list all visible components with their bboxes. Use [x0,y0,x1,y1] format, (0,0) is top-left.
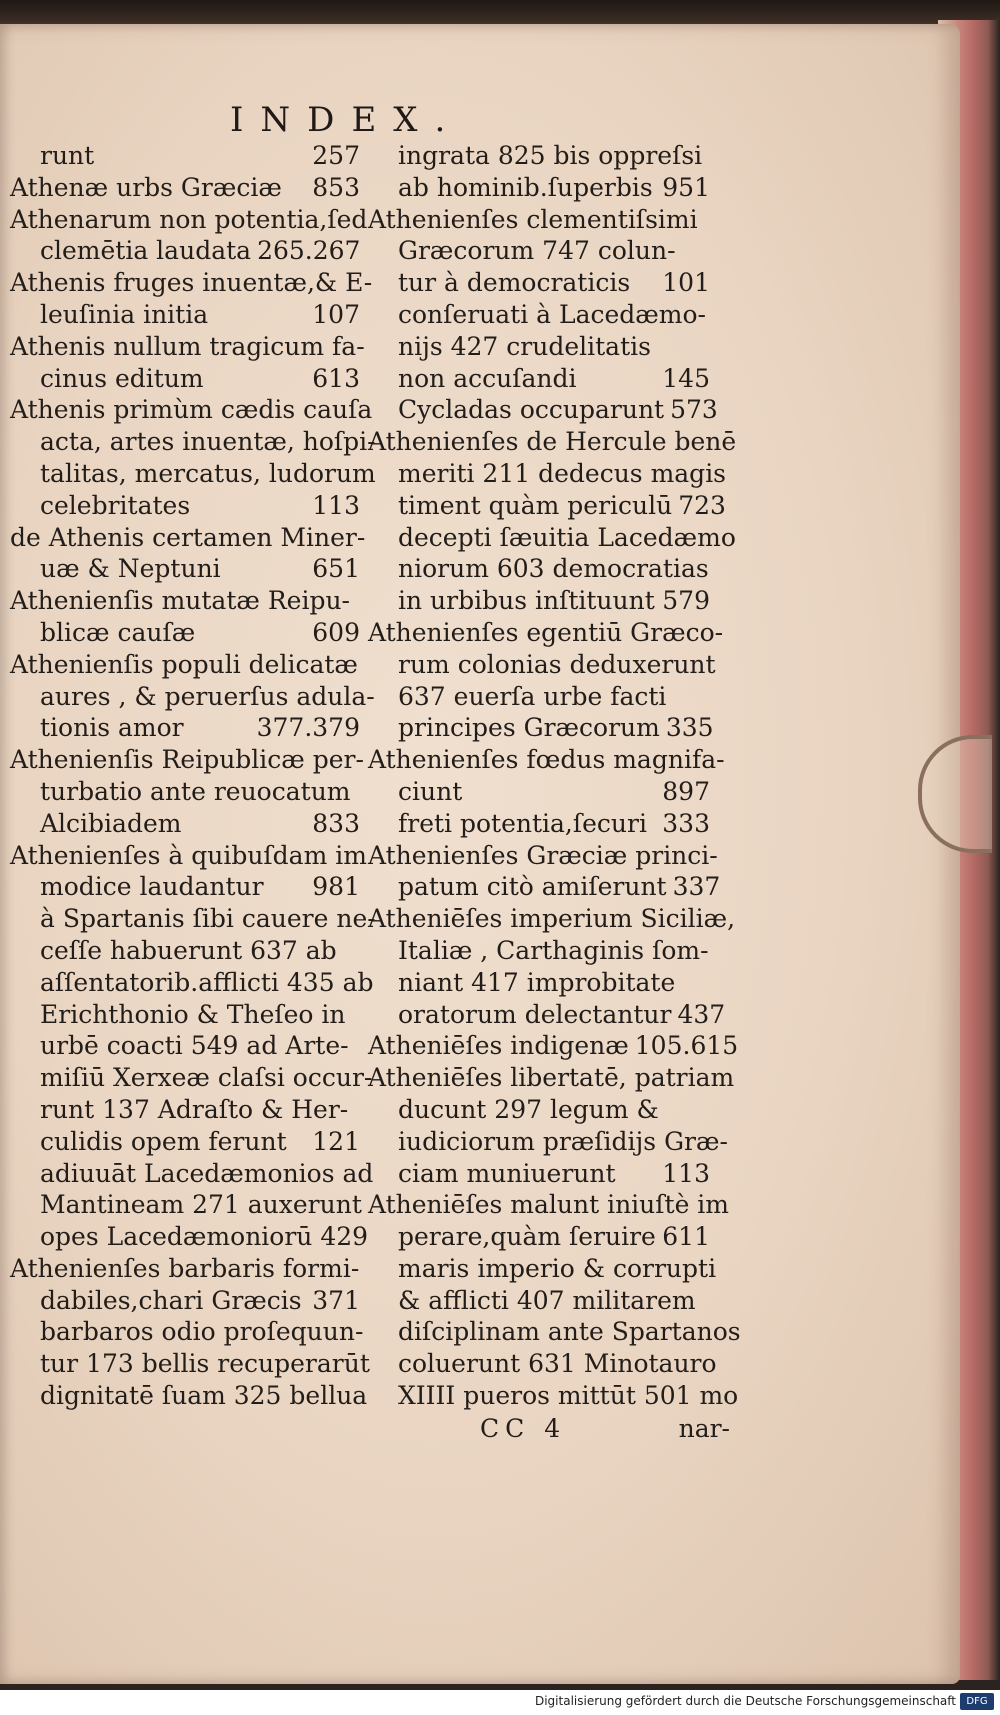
index-entry-text: aſſentatorib.afflicti 435 ab [40,967,374,997]
index-entry-text: Atheniēſes libertatē, patriam [368,1063,735,1093]
index-line [10,840,367,872]
index-entry-text: Atheniēſes indigenæ [368,1031,629,1061]
index-entry-text: nijs 427 crudelitatis [398,331,651,361]
index-line [10,235,360,267]
index-line [368,840,718,872]
index-entry-text: dabiles,chari Græcis [40,1285,302,1315]
index-entry-text: Athenienſes clementiſsimi [368,204,698,234]
dfg-logo: DFG [960,1693,994,1710]
index-page-number: 833 [312,808,360,838]
index-line [10,140,360,172]
index-line [368,1189,730,1221]
index-entry-text: Athenienſis Reipublicæ per- [10,745,364,775]
index-line [368,871,721,903]
index-line [10,808,360,840]
index-line [368,1094,710,1126]
index-entry-text: patum citò amiſerunt [398,872,667,902]
index-entry-text: Athenæ urbs Græciæ [10,172,282,202]
index-line [10,1380,368,1412]
index-line [10,490,360,522]
index-entry-text: ciam muniuerunt [398,1158,616,1188]
index-line [368,426,737,458]
index-page-number: 105.615 [634,1031,739,1061]
index-entry-text: Athenienſes egentiū Græco- [368,617,724,647]
index-line [10,1094,360,1126]
index-line [368,776,710,808]
index-line [10,267,373,299]
index-entry-text: Athenienſes à quibuſdam im [10,840,367,870]
index-line [368,585,710,617]
index-line [10,1189,360,1221]
index-page-number: 145 [662,363,710,393]
index-entry-text: à Spartanis ſibi cauere ne- [40,904,376,934]
index-entry-text: Cycladas occuparunt [398,395,665,425]
index-line [368,617,724,649]
index-entry-text: oratorum delectantur [398,999,672,1029]
index-page-number: 265.267 [257,236,361,266]
index-entry-text: celebritates [40,490,191,520]
index-page-number: 121 [312,1126,360,1156]
index-entry-text: Athenienſes de Hercule benē [368,427,737,457]
index-line [10,394,373,426]
index-entry-text: opes Lacedæmoniorū 429 [40,1222,369,1252]
index-entry-text: conſeruati à Lacedæmo- [398,299,707,329]
index-line [10,617,360,649]
index-line [368,1062,735,1094]
index-page-number: 377.379 [256,713,360,743]
index-line [368,553,710,585]
index-line [10,1062,373,1094]
index-entry-text: de Athenis certamen Miner- [10,522,366,552]
index-line [10,1316,364,1348]
digitization-credit: Digitalisierung gefördert durch die Deutsche Forschungsgemeinschaft [534,1694,956,1708]
index-entry-text: Athenienſis populi delicatæ [10,649,358,679]
index-entry-text: Græcorum 747 colun- [398,236,676,266]
index-page-number: 613 [312,363,360,393]
index-page-number: 573 [670,395,718,425]
index-entry-text: runt 137 Adraſto & Her- [40,1094,349,1124]
index-entry-text: runt [40,141,95,170]
index-line [10,522,366,554]
index-line [10,903,376,935]
index-entry-text: Atheniēſes imperium Siciliæ, [368,904,736,934]
index-entry-text: urbē coacti 549 ad Arte- [40,1031,349,1061]
index-line [368,172,710,204]
index-page-number: 951 [662,172,710,202]
index-page-number: 371 [312,1285,360,1315]
index-page-number: 337 [672,872,721,902]
index-entry-text: Athenarum non potentia,ſed [10,204,368,234]
index-entry-text: meriti 211 dedecus magis [398,458,727,488]
index-entry-text: turbatio ante reuocatum [40,776,351,806]
index-page-number: 611 [662,1222,710,1252]
index-line [368,363,710,395]
index-entry-text: Erichthonio & Theſeo in [40,999,346,1029]
index-line [368,522,736,554]
signature-mark: CC 4 [480,1414,567,1443]
index-line [368,903,736,935]
index-entry-text: maris imperio & corrupti [398,1253,717,1283]
index-line [368,1126,728,1158]
index-page-number: 113 [662,1158,710,1188]
index-line [10,649,360,681]
index-entry-text: dignitatē ſuam 325 bellua [40,1381,368,1411]
index-line [368,681,710,713]
index-entry-text: Alcibiadem [40,808,182,838]
index-entry-text: tur à democraticis [398,268,631,298]
index-line [10,776,360,808]
index-line [368,1380,739,1412]
index-entry-text: Athenienſes barbaris formi- [10,1253,360,1283]
index-line [368,1348,717,1380]
index-line [368,999,726,1031]
index-entry-text: Atheniēſes malunt iniuſtè im [368,1190,730,1220]
index-page-number: 651 [312,554,360,584]
index-column-left [10,140,376,1412]
index-entry-text: Mantineam 271 auxerunt [40,1190,362,1220]
index-entry-text: niorum 603 democratias [398,554,709,584]
index-entry-text: ab hominib.ſuperbis [398,172,653,202]
index-page-number: 897 [662,776,710,806]
index-line [368,808,710,840]
index-line [10,1348,370,1380]
index-entry-text: Athenis nullum tragicum fa- [10,331,365,361]
index-page-number: 981 [312,872,360,902]
index-line [10,999,360,1031]
index-line [10,712,360,744]
index-entry-text: in urbibus inſtituunt [398,586,655,616]
index-entry-text: Athenis primùm cædis cauſa [10,395,373,425]
index-line [10,1221,369,1253]
index-entry-text: 637 euerſa urbe facti [398,681,667,711]
index-line [10,299,360,331]
book-page [0,24,960,1684]
index-line [10,1253,360,1285]
index-entry-text: diſciplinam ante Spartanos [398,1317,741,1347]
index-line [368,458,727,490]
index-page-number: 101 [662,268,710,298]
index-entry-text: ciunt [398,776,463,806]
index-entry-text: timent quàm periculū [398,490,673,520]
index-entry-text: Athenienſes fœdus magnifa- [368,745,725,775]
index-entry-text: niant 417 improbitate [398,967,676,997]
index-entry-text: talitas, mercatus, ludorum [40,458,376,488]
index-entry-text: modice laudantur [40,872,264,902]
index-line [10,331,365,363]
index-line [368,235,710,267]
index-entry-text: adiuuāt Lacedæmonios ad [40,1158,374,1188]
index-line [368,140,710,172]
index-entry-text: Athenienſis mutatæ Reipu- [10,586,350,616]
index-line [368,1030,739,1062]
index-page-number: 333 [662,808,710,838]
index-entry-text: aures , & peruerſus adula- [40,681,375,711]
index-entry-text: tur 173 bellis recuperarūt [40,1349,370,1379]
index-line [10,967,374,999]
index-page-number: 335 [665,713,714,743]
index-entry-text: miſiū Xerxeæ claſsi occur- [40,1063,373,1093]
index-entry-text: ducunt 297 legum & [398,1094,659,1124]
index-entry-text: XIIII pueros mittūt 501 mo [398,1381,739,1411]
page-heading: INDEX. [230,100,463,140]
index-line [10,585,360,617]
index-entry-text: barbaros odio proſequun- [40,1317,364,1347]
index-entry-text: perare,quàm ſeruire [398,1222,656,1252]
index-line [10,1285,360,1317]
index-entry-text: uæ & Neptuni [40,554,221,584]
index-page-number: 107 [312,299,360,329]
index-line [368,490,726,522]
index-entry-text: principes Græcorum [398,713,660,743]
credit-bar [0,1690,1000,1715]
index-line [368,1253,717,1285]
index-page-number: 579 [662,586,710,616]
index-entry-text: leuſinia initia [40,299,209,329]
index-line [368,204,710,236]
index-line [368,1221,710,1253]
index-line [10,1030,360,1062]
index-line [10,553,360,585]
index-entry-text: rum colonias deduxerunt [398,649,716,679]
index-column-right [368,140,741,1412]
index-line [10,681,375,713]
index-line [368,331,710,363]
index-entry-text: coluerunt 631 Minotauro [398,1349,717,1379]
page-footer [480,1414,730,1443]
index-line [10,458,376,490]
catchword: nar- [678,1414,730,1443]
index-entry-text: clemētia laudata [40,236,252,266]
index-line [368,267,710,299]
index-page-number: 723 [678,490,726,520]
index-entry-text: culidis opem ferunt [40,1126,287,1156]
index-entry-text: tionis amor [40,713,184,743]
index-line [368,744,725,776]
index-line [368,394,718,426]
index-line [10,871,360,903]
index-line [368,1285,710,1317]
index-line [368,967,710,999]
index-entry-text: cinus editum [40,363,204,393]
index-line [10,426,376,458]
index-entry-text: blicæ cauſæ [40,617,196,647]
index-page-number: 853 [312,172,360,202]
index-entry-text: ceſſe habuerunt 637 ab [40,935,337,965]
index-entry-text: ingrata 825 bis oppreſsi [398,141,703,170]
index-page-number: 609 [312,617,360,647]
index-line [10,363,360,395]
index-line [368,649,716,681]
index-entry-text: & afflicti 407 militarem [398,1285,696,1315]
index-entry-text: Athenienſes Græciæ princi- [368,840,718,870]
index-line [10,172,360,204]
index-line [10,204,368,236]
index-page-number: 257 [312,141,360,170]
index-line [10,1158,374,1190]
index-line [368,712,714,744]
index-page-number: 437 [677,999,726,1029]
index-line [368,935,710,967]
index-entry-text: Athenis fruges inuentæ,& E- [10,268,373,298]
index-line [10,1126,360,1158]
index-entry-text: freti potentia,ſecuri [398,808,647,838]
index-entry-text: acta, artes inuentæ, hoſpi- [40,427,376,457]
index-entry-text: Italiæ , Carthaginis ſom- [398,935,709,965]
index-line [368,1316,741,1348]
index-line [368,1158,710,1190]
index-line [368,299,710,331]
index-entry-text: non accuſandi [398,363,577,393]
index-page-number: 113 [312,490,360,520]
index-entry-text: decepti ſæuitia Lacedæmo [398,522,736,552]
index-line [10,935,360,967]
index-entry-text: iudiciorum præſidijs Græ- [398,1126,728,1156]
index-line [10,744,364,776]
